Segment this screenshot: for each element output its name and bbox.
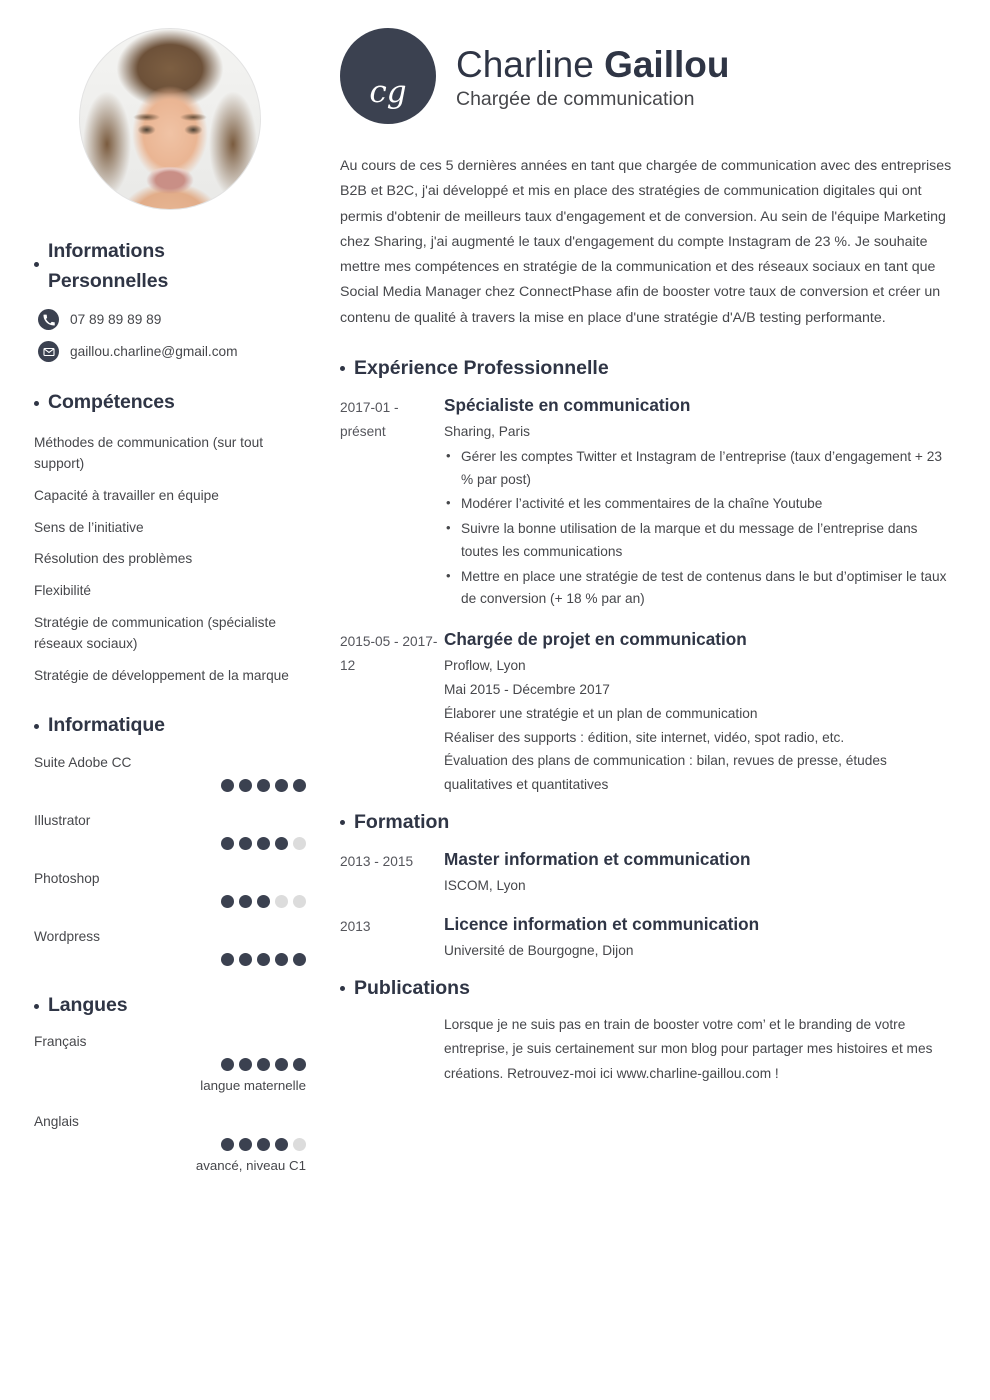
list-item [34, 871, 306, 908]
education-entry [340, 847, 960, 898]
section-heading-publications-text: Publications [354, 976, 470, 999]
job-title: Chargée de communication [456, 88, 695, 111]
rating-dot-filled [239, 779, 252, 792]
rating-dot-filled [275, 1138, 288, 1151]
list-item: • Gérer les comptes Twitter et Instagram de l’entreprise (taux d’engagement + 23 % par post) [444, 446, 956, 491]
languages-rating-list [34, 1034, 306, 1173]
section-heading-education-text: Formation [354, 811, 450, 834]
rating-dot-filled [257, 779, 270, 792]
phone-icon [38, 309, 59, 330]
education-entry [340, 912, 960, 963]
rating-dot-filled [239, 837, 252, 850]
section-heading-personal-info [34, 236, 306, 296]
rating-dot-filled [257, 1058, 270, 1071]
entry-line: Élaborer une stratégie et un plan de communication [444, 705, 758, 721]
rating-dot-filled [221, 837, 234, 850]
list-item: Stratégie de développement de la marque [34, 667, 289, 683]
list-item [34, 1034, 306, 1093]
rating-dot-filled [221, 779, 234, 792]
section-heading-languages-text: Langues [48, 993, 128, 1016]
list-item: Stratégie de communication (spécialiste réseaux sociaux) [34, 614, 276, 652]
experience-entry [340, 393, 960, 613]
rating-dot-filled [257, 1138, 270, 1151]
entry-date: 2015-05 - 2017-12 [340, 634, 438, 673]
bullet-icon [340, 366, 345, 371]
rating-dot-filled [239, 895, 252, 908]
profile-photo [79, 28, 261, 210]
language-note: avancé, niveau C1 [195, 1157, 306, 1173]
rating-dot-filled [275, 1058, 288, 1071]
software-label: Illustrator [34, 812, 91, 828]
entry-date: 2013 - 2015 [340, 854, 414, 870]
rating-dot-filled [239, 1138, 252, 1151]
page-title [456, 43, 729, 87]
rating-dot-filled [221, 953, 234, 966]
section-heading-publications [340, 977, 960, 1000]
bullet-icon [34, 724, 39, 729]
list-item: • Mettre en place une stratégie de test de contenus dans le but d’optimiser le taux de conversion (+ 18 % par an) [444, 566, 956, 611]
profile-summary: Au cours de ces 5 dernières années en tant que chargée de communication avec des entreprises B2B et B2C, j'ai développé et mis en place des stratégies de communication digitales qui ont permis d'obtenir de meilleurs taux d'engagement et de conversion. Au sein de l'équipe Marketing chez Sharing, j'ai augmenté le taux d'engagement du compte Instagram de 23 %. Je souhaite mettre mes compétences en stratégie de la communication et des réseaux sociaux en tant que Social Media Manager chez ConnectPhase afin de booster votre taux de conversion et créer un contenu de qualité à travers la mise en place d'une stratégie d'A/B testing performante. [340, 158, 952, 326]
contact-email-row[interactable] [38, 341, 306, 362]
entry-date: 2013 [340, 918, 371, 934]
entry-title: Chargée de projet en communication [444, 629, 747, 650]
last-name: Gaillou [604, 43, 730, 85]
list-item: Sens de l’initiative [34, 519, 144, 535]
bullet-icon [34, 1004, 39, 1009]
rating-dot-filled [257, 953, 270, 966]
rating-dot-filled [275, 837, 288, 850]
bullet-icon [34, 401, 39, 406]
software-label: Wordpress [34, 928, 100, 944]
bullet-icon [340, 986, 345, 991]
entry-body [444, 393, 956, 613]
list-item [34, 1114, 306, 1173]
publications-text: Lorsque je ne suis pas en train de booster votre com’ et le branding de votre entreprise, je suis certainement sur mon blog pour partager mes histoires et mes créations. Retrouvez-moi ici www.charline-gaillou.com ! [444, 1016, 933, 1081]
section-heading-education [340, 811, 960, 834]
contact-list [38, 309, 306, 362]
section-heading-experience-text: Expérience Professionnelle [354, 356, 609, 379]
entry-body [444, 847, 956, 898]
entry-org: Sharing, Paris [444, 424, 530, 440]
language-label: Français [34, 1033, 87, 1049]
software-label: Suite Adobe CC [34, 754, 132, 770]
profile-photo-wrap [34, 28, 306, 210]
email-address: gaillou.charline@gmail.com [70, 344, 238, 360]
main-column [340, 0, 990, 1400]
list-item [34, 813, 306, 850]
rating-dot-filled [293, 1058, 306, 1071]
rating-dot-filled [275, 953, 288, 966]
skills-list [34, 432, 306, 687]
name-header [340, 28, 960, 124]
list-item [34, 755, 306, 792]
entry-date: 2017-01 - présent [340, 399, 399, 439]
entry-org: ISCOM, Lyon [444, 878, 526, 894]
rating-dot-filled [275, 779, 288, 792]
section-heading-languages [34, 990, 306, 1020]
monogram-text: cg [369, 74, 407, 110]
entry-line: Évaluation des plans de communication : bilan, revues de presse, études qualitatives et quantitatives [444, 753, 887, 793]
rating-dots [34, 1058, 306, 1071]
rating-dots [34, 779, 306, 792]
entry-line: Mai 2015 - Décembre 2017 [444, 681, 610, 697]
first-name: Charline [456, 43, 594, 85]
list-item: • Suivre la bonne utilisation de la marque et du message de l’entreprise dans toutes les communications [444, 518, 956, 563]
bullet-icon [34, 262, 39, 267]
entry-date-empty [340, 1013, 444, 1086]
language-label: Anglais [34, 1113, 79, 1129]
language-note: langue maternelle [200, 1077, 306, 1093]
section-heading-skills-text: Compétences [48, 391, 175, 414]
rating-dots [34, 953, 306, 966]
entry-body [444, 1013, 956, 1086]
experience-entry [340, 627, 960, 797]
rating-dots [34, 837, 306, 850]
rating-dot-filled [239, 1058, 252, 1071]
publications-entry [340, 1013, 960, 1086]
software-rating-list [34, 755, 306, 966]
list-item [34, 929, 306, 966]
software-label: Photoshop [34, 870, 100, 886]
entry-title: Licence information et communication [444, 913, 760, 934]
list-item: • Modérer l’activité et les commentaires de la chaîne Youtube [444, 493, 956, 516]
sidebar [0, 0, 340, 1400]
rating-dot-filled [221, 895, 234, 908]
entry-title: Spécialiste en communication [444, 394, 691, 415]
entry-org: Université de Bourgogne, Dijon [444, 943, 634, 959]
envelope-icon [38, 341, 59, 362]
rating-dot-empty [293, 837, 306, 850]
entry-body [444, 627, 956, 797]
rating-dot-empty [293, 895, 306, 908]
rating-dot-filled [221, 1138, 234, 1151]
rating-dot-filled [239, 953, 252, 966]
phone-number: 07 89 89 89 89 [70, 312, 162, 328]
section-heading-software-text: Informatique [48, 714, 165, 737]
rating-dot-filled [221, 1058, 234, 1071]
list-item: Flexibilité [34, 582, 92, 598]
section-heading-experience [340, 357, 960, 380]
monogram-avatar [340, 28, 436, 124]
section-heading-software [34, 710, 306, 740]
name-text-block [456, 41, 729, 112]
section-heading-personal-info-text: Informations Personnelles [48, 240, 169, 293]
rating-dot-filled [257, 837, 270, 850]
rating-dot-filled [293, 953, 306, 966]
rating-dots [34, 1138, 306, 1151]
section-heading-skills [34, 387, 306, 417]
rating-dot-filled [293, 779, 306, 792]
list-item: Méthodes de communication (sur tout support) [34, 434, 263, 472]
list-item: Résolution des problèmes [34, 551, 193, 567]
rating-dot-empty [275, 895, 288, 908]
rating-dots [34, 895, 306, 908]
entry-title: Master information et communication [444, 849, 751, 870]
bullet-icon [340, 820, 345, 825]
rating-dot-filled [257, 895, 270, 908]
entry-org: Proflow, Lyon [444, 658, 526, 674]
list-item: Capacité à travailler en équipe [34, 487, 219, 503]
contact-phone-row[interactable] [38, 309, 306, 330]
entry-line: Réaliser des supports : édition, site internet, vidéo, spot radio, etc. [444, 729, 845, 745]
entry-bullets [444, 446, 956, 611]
entry-body [444, 912, 956, 963]
rating-dot-empty [293, 1138, 306, 1151]
